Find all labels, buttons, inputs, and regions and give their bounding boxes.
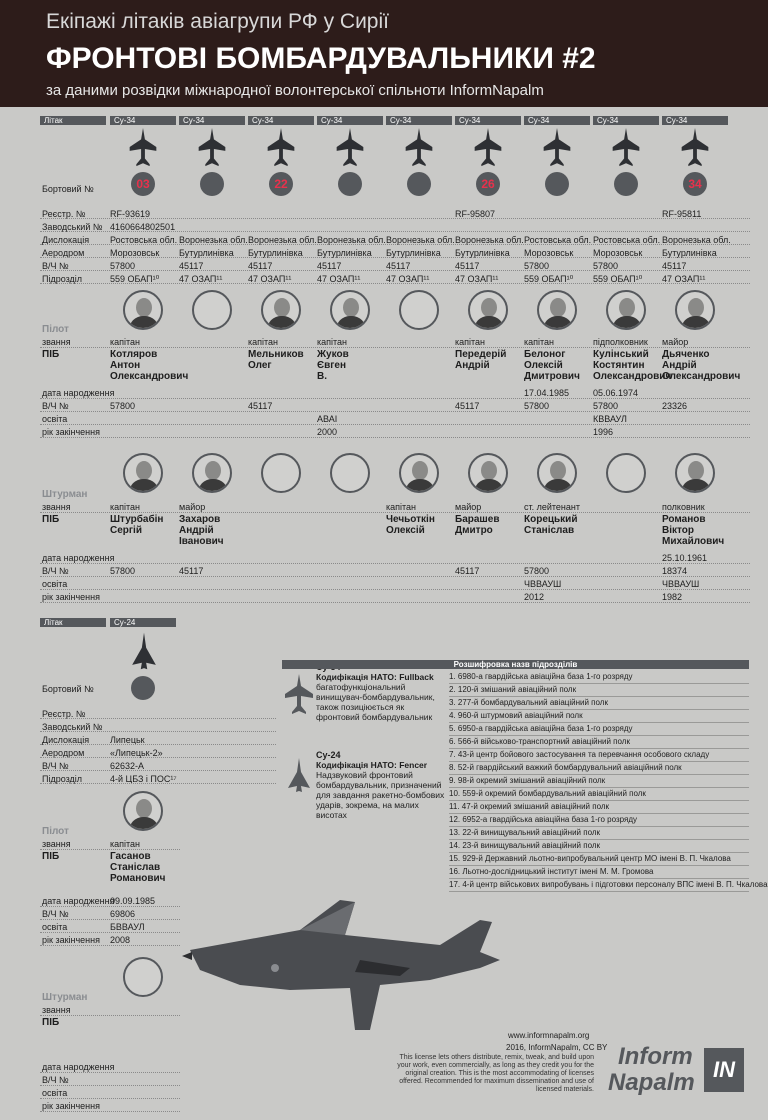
pilot-birthdate: 17.04.1985 xyxy=(524,388,570,398)
row-separator xyxy=(40,437,750,439)
row-label-birthdate: дата народження xyxy=(42,896,115,906)
aircraft-vch: 45117 xyxy=(248,261,273,271)
row-separator xyxy=(40,919,180,921)
aircraft-unit: 47 ОЗАП¹¹ xyxy=(248,274,292,284)
section-pilot: Пілот xyxy=(42,324,69,335)
row-label-unit_vch: В/Ч № xyxy=(42,761,69,771)
pilot-photo xyxy=(468,290,508,330)
legend-item: 14. 23-й винищувальний авіаційний полк xyxy=(449,840,749,853)
portrait-placeholder-icon xyxy=(261,453,301,493)
nav-rank: капітан xyxy=(110,502,141,512)
aircraft-airfield: Бутурлинівка xyxy=(386,248,441,258)
shoulders-shape xyxy=(405,479,435,493)
aircraft-reg: RF-95811 xyxy=(662,209,702,219)
aircraft-disl: Ростовська обл. xyxy=(593,235,661,245)
pilot-education: КВВАУЛ xyxy=(593,414,627,424)
face-shape xyxy=(619,298,635,317)
aircraft-airfield: Бутурлинівка xyxy=(455,248,510,258)
su34-plane-icon xyxy=(194,128,230,168)
face-shape xyxy=(412,461,428,480)
su34-plane-icon xyxy=(332,128,368,168)
nav-fullname: Чечьоткін Олексій xyxy=(386,514,435,536)
section-pilot: Пілот xyxy=(42,826,69,837)
aircraft-airfield: «Липецьк-2» xyxy=(110,748,163,758)
pilot-vch: 45117 xyxy=(248,401,273,411)
pilot-grad-year: 1996 xyxy=(593,427,614,437)
row-label-grad-year: рік закінчення xyxy=(42,592,100,602)
nav-photo xyxy=(675,453,715,493)
board-number-badge xyxy=(407,172,431,196)
portrait-placeholder-icon xyxy=(330,453,370,493)
pilot-rank: майор xyxy=(662,337,689,347)
shoulders-shape xyxy=(543,316,573,330)
header-subtitle: за даними розвідки міжнародної волонтерської спільноти InformNapalm xyxy=(46,82,544,99)
aircraft-unit: 47 ОЗАП¹¹ xyxy=(386,274,430,284)
aircraft-row-label: Літак xyxy=(40,116,106,125)
nav-rank: майор xyxy=(455,502,482,512)
pilot-rank: капітан xyxy=(110,839,141,849)
section-navigator: Штурман xyxy=(42,992,88,1003)
pilot-photo xyxy=(123,791,163,831)
face-shape xyxy=(688,461,704,480)
pilot-vch: 57800 xyxy=(524,401,550,411)
su34-plane-icon xyxy=(608,128,644,168)
pilot-rank: капітан xyxy=(110,337,141,347)
row-label-education: освіта xyxy=(42,1088,68,1098)
logo-word-inform: Inform xyxy=(618,1043,693,1070)
pilot-vch: 23326 xyxy=(662,401,688,411)
row-label-education: освіта xyxy=(42,922,68,932)
nav-vch: 18374 xyxy=(662,566,688,576)
logo-word-napalm: Napalm xyxy=(608,1069,695,1096)
informnapalm-logo xyxy=(600,1040,750,1100)
row-label-dislocation: Дислокація xyxy=(42,735,90,745)
aircraft-unit: 47 ОЗАП¹¹ xyxy=(662,274,706,284)
shoulders-shape xyxy=(474,316,504,330)
nav-photo xyxy=(537,453,577,493)
nav-photo xyxy=(468,453,508,493)
aircraft-disl: Ростовська обл. xyxy=(524,235,592,245)
legend-item: 12. 6952-а гвардійська авіаційна база 1-го розряду xyxy=(449,814,749,827)
footer-copyright: 2016, InformNapalm, CC BY xyxy=(506,1043,608,1052)
face-shape xyxy=(205,461,221,480)
pilot-fullname: Мельников Олег xyxy=(248,349,304,371)
face-shape xyxy=(481,298,497,317)
su34-codename: Кодифікація НАТО: Fullback xyxy=(316,672,434,682)
aircraft-disl: Воронезька обл. xyxy=(662,235,731,245)
aircraft-unit: 47 ОЗАП¹¹ xyxy=(317,274,361,284)
board-number-badge xyxy=(614,172,638,196)
aircraft-disl: Воронезька обл. xyxy=(248,235,317,245)
legend-item: 17. 4-й центр військових випробувань і підготовки персоналу ВПС імені В. П. Чкалова xyxy=(449,879,749,892)
header xyxy=(0,0,768,107)
nav-rank: полковник xyxy=(662,502,705,512)
face-shape xyxy=(136,799,152,818)
nav-birthdate: 25.10.1961 xyxy=(662,553,708,563)
nav-fullname: Захаров Андрій Іванович xyxy=(179,514,224,547)
legend-item: 2. 120-й змішаний авіаційний полк xyxy=(449,684,749,697)
row-label-birthdate: дата народження xyxy=(42,553,115,563)
aircraft-disl: Воронезька обл. xyxy=(179,235,248,245)
row-separator xyxy=(40,932,180,934)
su34-plane-icon xyxy=(677,128,713,168)
footer-url[interactable]: www.informnapalm.org xyxy=(508,1031,590,1040)
nav-grad-year: 2012 xyxy=(524,592,545,602)
nav-rank: майор xyxy=(179,502,206,512)
row-label-rank: звання xyxy=(42,502,71,512)
row-label-rank: звання xyxy=(42,337,71,347)
row-label-board: Бортовий № xyxy=(42,184,94,194)
nav-education: ЧВВАУШ xyxy=(662,579,700,589)
pilot-education: АВАІ xyxy=(317,414,338,424)
face-shape xyxy=(343,298,359,317)
pilot-photo xyxy=(330,290,370,330)
row-separator xyxy=(40,1085,180,1087)
aircraft-unit: 559 ОБАП¹⁰ xyxy=(524,274,574,284)
pilot-photo xyxy=(606,290,646,330)
aircraft-type: Су-34 xyxy=(179,116,245,125)
face-shape xyxy=(274,298,290,317)
header-supertitle: Екіпажі літаків авіагрупи РФ у Сирії xyxy=(46,10,389,33)
aircraft-unit: 559 ОБАП¹⁰ xyxy=(110,274,160,284)
su24-plane-icon xyxy=(130,632,158,672)
row-label-vch: В/Ч № xyxy=(42,909,69,919)
row-separator xyxy=(40,1015,180,1017)
aircraft-reg: RF-93619 xyxy=(110,209,151,219)
row-label-unit_vch: В/Ч № xyxy=(42,261,69,271)
row-label-fullname: ПІБ xyxy=(42,349,60,360)
aircraft-airfield: Бутурлинівка xyxy=(179,248,234,258)
legend-item: 3. 277-й бомбардувальний авіаційний полк xyxy=(449,697,749,710)
legend-title: Розшифровка назв підрозділів xyxy=(282,660,749,669)
row-label-education: освіта xyxy=(42,579,68,589)
shoulders-shape xyxy=(681,316,711,330)
aircraft-vch: 45117 xyxy=(179,261,204,271)
pilot-photo xyxy=(675,290,715,330)
aircraft-type: Су-34 xyxy=(248,116,314,125)
pilot-photo xyxy=(261,290,301,330)
aircraft-vch: 45117 xyxy=(455,261,480,271)
aircraft-airfield: Морозовськ xyxy=(593,248,643,258)
row-separator xyxy=(40,945,180,947)
pilot-rank: капітан xyxy=(317,337,348,347)
shoulders-shape xyxy=(129,479,159,493)
nav-grad-year: 1982 xyxy=(662,592,683,602)
row-label-airfield: Аеродром xyxy=(42,748,85,758)
row-separator xyxy=(40,602,750,604)
row-label-birthdate: дата народження xyxy=(42,388,115,398)
pilot-rank: капітан xyxy=(248,337,279,347)
shoulders-shape xyxy=(129,316,159,330)
pilot-fullname: Дьяченко Андрій Олександрович xyxy=(662,349,741,382)
nav-education: ЧВВАУШ xyxy=(524,579,562,589)
nav-vch: 57800 xyxy=(524,566,550,576)
aircraft-type: Су-34 xyxy=(317,116,383,125)
row-label-vch: В/Ч № xyxy=(42,401,69,411)
row-separator xyxy=(40,563,750,565)
aircraft-vch: 57800 xyxy=(110,261,136,271)
face-shape xyxy=(481,461,497,480)
legend-item: 11. 47-й окремий змішаний авіаційний полк xyxy=(449,801,749,814)
row-label-fullname: ПІБ xyxy=(42,851,60,862)
legend-item: 15. 929-й Державний льотно-випробувальний центр МО імені В. П. Чкалова xyxy=(449,853,749,866)
su34-plane-icon xyxy=(539,128,575,168)
nav-rank: капітан xyxy=(386,502,417,512)
face-shape xyxy=(136,461,152,480)
shoulders-shape xyxy=(129,817,159,831)
face-shape xyxy=(136,298,152,317)
aircraft-disl: Воронезька обл. xyxy=(455,235,524,245)
row-label-grad-year: рік закінчення xyxy=(42,1101,100,1111)
aircraft-airfield: Бутурлинівка xyxy=(662,248,717,258)
portrait-placeholder-icon xyxy=(123,957,163,997)
row-label-vch: В/Ч № xyxy=(42,1075,69,1085)
row-label-rank: звання xyxy=(42,839,71,849)
board-number-badge: 26 xyxy=(476,172,500,196)
aircraft-airfield: Морозовськ xyxy=(110,248,160,258)
row-separator xyxy=(40,757,276,759)
aircraft-reg: RF-95807 xyxy=(455,209,496,219)
aircraft-disl: Воронезька обл. xyxy=(386,235,455,245)
pilot-photo xyxy=(537,290,577,330)
row-separator xyxy=(40,1072,180,1074)
aircraft-disl: Воронезька обл. xyxy=(317,235,386,245)
row-label-fullname: ПІБ xyxy=(42,514,60,525)
aircraft-vch: 62632-А xyxy=(110,761,145,771)
su34-plane-icon xyxy=(263,128,299,168)
aircraft-unit: 4-й ЦБЗ і ПОС¹⁷ xyxy=(110,774,177,784)
row-separator xyxy=(40,576,750,578)
aircraft-airfield: Морозовськ xyxy=(524,248,574,258)
row-label-airfield: Аеродром xyxy=(42,248,85,258)
aircraft-disl: Ростовська обл. xyxy=(110,235,178,245)
nav-vch: 57800 xyxy=(110,566,136,576)
pilot-rank: підполковник xyxy=(593,337,648,347)
pilot-fullname: Кулінський Костянтин Олександрович xyxy=(593,349,672,382)
header-title: ФРОНТОВІ БОМБАРДУВАЛЬНИКИ #2 xyxy=(46,42,596,75)
pilot-fullname: Белоног Олексій Дмитрович xyxy=(524,349,580,382)
row-separator xyxy=(40,589,750,591)
logo-badge: IN xyxy=(704,1048,744,1092)
board-number-badge: 22 xyxy=(269,172,293,196)
pilot-birthdate: 09.09.1985 xyxy=(110,896,156,906)
row-separator xyxy=(40,718,276,720)
row-label-rank: звання xyxy=(42,1005,71,1015)
pilot-vch: 57800 xyxy=(593,401,619,411)
section-navigator: Штурман xyxy=(42,489,88,500)
nav-vch: 45117 xyxy=(179,566,204,576)
su24-codename: Кодифікація НАТО: Fencer xyxy=(316,760,428,770)
face-shape xyxy=(550,461,566,480)
legend-item: 13. 22-й винищувальний авіаційний полк xyxy=(449,827,749,840)
pilot-fullname: Жуков Євген В. xyxy=(317,349,349,382)
face-shape xyxy=(550,298,566,317)
su34-plane-icon xyxy=(284,674,314,716)
shoulders-shape xyxy=(681,479,711,493)
aircraft-vch: 57800 xyxy=(524,261,550,271)
nav-photo xyxy=(399,453,439,493)
row-label-vch: В/Ч № xyxy=(42,566,69,576)
row-separator xyxy=(40,398,750,400)
legend-item: 10. 559-й окремий бомбардувальний авіаційний полк xyxy=(449,788,749,801)
portrait-placeholder-icon xyxy=(606,453,646,493)
row-label-dislocation: Дислокація xyxy=(42,235,90,245)
aircraft-unit: 559 ОБАП¹⁰ xyxy=(593,274,643,284)
row-separator xyxy=(40,744,276,746)
su24-title: Су-24 xyxy=(316,750,341,760)
aircraft-type: Су-34 xyxy=(593,116,659,125)
su24-plane-icon xyxy=(286,758,312,794)
aircraft-row-label: Літак xyxy=(40,618,106,627)
pilot-fullname: Передерій Андрій xyxy=(455,349,507,371)
aircraft-type: Су-34 xyxy=(110,116,176,125)
row-label-division: Підрозділ xyxy=(42,274,83,284)
board-number-badge: 34 xyxy=(683,172,707,196)
shoulders-shape xyxy=(336,316,366,330)
pilot-vch: 57800 xyxy=(110,401,136,411)
aircraft-type: Су-34 xyxy=(386,116,452,125)
nav-fullname: Романов Віктор Михайлович xyxy=(662,514,725,547)
legend-item: 16. Льотно-дослідницький інститут імені М. М. Громова xyxy=(449,866,749,879)
shoulders-shape xyxy=(474,479,504,493)
pilot-rank: капітан xyxy=(455,337,486,347)
row-label-fullname: ПІБ xyxy=(42,1017,60,1028)
pilot-education: БВВАУЛ xyxy=(110,922,145,932)
pilot-vch: 69806 xyxy=(110,909,136,919)
nav-photo xyxy=(123,453,163,493)
aircraft-vch: 45117 xyxy=(662,261,687,271)
pilot-grad-year: 2008 xyxy=(110,935,131,945)
aircraft-vch: 45117 xyxy=(386,261,411,271)
row-separator xyxy=(40,906,180,908)
row-label-birthdate: дата народження xyxy=(42,1062,115,1072)
footer-license: This license lets others distribute, remix, tweak, and build upon your work, even commercially, as long as they credit you for the original creation. This is the most accommodating of licenses offered. Recommended for maximum dissemination and use of licensed materials. xyxy=(397,1054,594,1093)
su34-plane-icon xyxy=(125,128,161,168)
legend-item: 9. 98-й окремий змішаний авіаційний полк xyxy=(449,775,749,788)
su34-plane-icon xyxy=(470,128,506,168)
shoulders-shape xyxy=(543,479,573,493)
nav-vch: 45117 xyxy=(455,566,480,576)
pilot-rank: капітан xyxy=(524,337,555,347)
row-separator xyxy=(40,1111,180,1113)
su34-text: багатофункціональний винищувач-бомбардувальник, також позиціюється як фронтовий бомбардувальник xyxy=(316,682,435,722)
row-label-factory: Заводський № xyxy=(42,722,103,732)
aircraft-unit: 47 ОЗАП¹¹ xyxy=(455,274,499,284)
board-number-badge xyxy=(545,172,569,196)
aircraft-type: Су-34 xyxy=(662,116,728,125)
su24-text: Надзвуковий фронтовий бомбардувальник, призначений для завдання ракетно-бомбових ударів, зокрема, на малих висотах xyxy=(316,770,445,820)
aircraft-disl: Липецьк xyxy=(110,735,145,745)
row-separator xyxy=(40,1098,180,1100)
row-separator xyxy=(40,424,750,426)
pilot-fullname: Котляров Антон Олександрович xyxy=(110,349,189,382)
legend-item: 7. 43-й центр бойового застосування та перевчання особового складу xyxy=(449,749,749,762)
aircraft-airfield: Бутурлинівка xyxy=(317,248,372,258)
aircraft-vch: 57800 xyxy=(593,261,619,271)
shoulders-shape xyxy=(612,316,642,330)
row-separator xyxy=(40,849,180,851)
nav-fullname: Барашев Дмитро xyxy=(455,514,500,536)
row-label-division: Підрозділ xyxy=(42,774,83,784)
row-separator xyxy=(40,411,750,413)
legend-item: 6. 566-й військово-транспортний авіаційний полк xyxy=(449,736,749,749)
row-separator xyxy=(40,783,276,785)
aircraft-vch: 45117 xyxy=(317,261,342,271)
board-number-badge: 03 xyxy=(131,172,155,196)
row-label-registry: Реєстр. № xyxy=(42,709,86,719)
row-label-grad-year: рік закінчення xyxy=(42,427,100,437)
portrait-placeholder-icon xyxy=(192,290,232,330)
row-separator xyxy=(40,770,276,772)
aircraft-unit: 47 ОЗАП¹¹ xyxy=(179,274,223,284)
row-label-grad-year: рік закінчення xyxy=(42,935,100,945)
row-label-registry: Реєстр. № xyxy=(42,209,86,219)
portrait-placeholder-icon xyxy=(399,290,439,330)
legend-item: 8. 52-й гвардійський важкий бомбардувальний авіаційний полк xyxy=(449,762,749,775)
nav-rank: ст. лейтенант xyxy=(524,502,581,512)
face-shape xyxy=(688,298,704,317)
legend-item: 5. 6950-а гвардійська авіаційна база 1-го розряду xyxy=(449,723,749,736)
nav-photo xyxy=(192,453,232,493)
nav-fullname: Корецький Станіслав xyxy=(524,514,578,536)
pilot-grad-year: 2000 xyxy=(317,427,338,437)
row-label-education: освіта xyxy=(42,414,68,424)
nav-fullname: Штурбабін Сергій xyxy=(110,514,164,536)
row-label-factory: Заводський № xyxy=(42,222,103,232)
legend-item: 4. 960-й штурмовий авіаційний полк xyxy=(449,710,749,723)
su34-jet-illustration xyxy=(180,890,510,1040)
pilot-birthdate: 05.06.1974 xyxy=(593,388,639,398)
aircraft-type: Су-34 xyxy=(524,116,590,125)
row-separator xyxy=(40,731,276,733)
board-number-badge xyxy=(200,172,224,196)
legend-item: 1. 6980-а гвардійська авіаційна база 1-го розряду xyxy=(449,671,749,684)
aircraft-factory: 4160664802501 xyxy=(110,222,176,232)
aircraft-type: Су-34 xyxy=(455,116,521,125)
su34-plane-icon xyxy=(401,128,437,168)
pilot-vch: 45117 xyxy=(455,401,480,411)
row-label-board: Бортовий № xyxy=(42,684,94,694)
aircraft-airfield: Бутурлинівка xyxy=(248,248,303,258)
board-number-badge xyxy=(338,172,362,196)
shoulders-shape xyxy=(267,316,297,330)
pilot-fullname: Гасанов Станіслав Романович xyxy=(110,851,166,884)
board-number-badge xyxy=(131,676,155,700)
aircraft-type: Су-24 xyxy=(110,618,176,627)
pilot-photo xyxy=(123,290,163,330)
shoulders-shape xyxy=(198,479,228,493)
